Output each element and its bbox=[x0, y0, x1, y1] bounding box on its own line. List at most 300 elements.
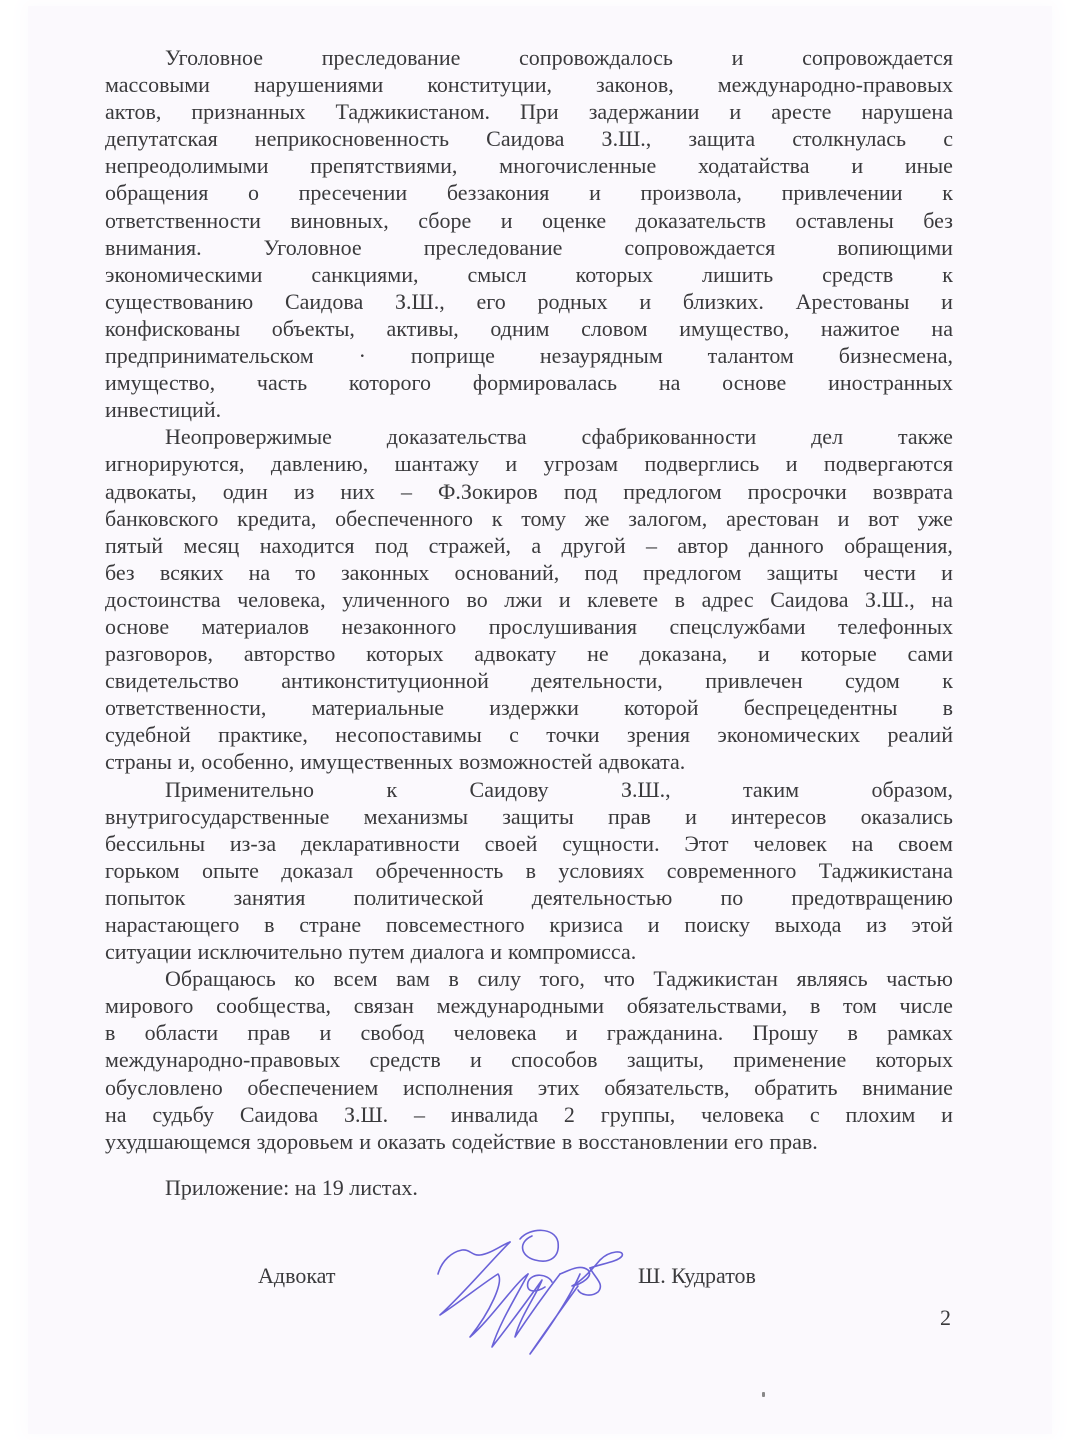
word: и bbox=[558, 586, 571, 612]
word: защиты bbox=[502, 803, 574, 829]
text-line bbox=[105, 803, 953, 830]
word: незаконного bbox=[341, 613, 457, 639]
word: современного bbox=[666, 857, 797, 883]
word: путем bbox=[348, 939, 405, 965]
word: деятельностью bbox=[531, 884, 673, 910]
word: здоровьем bbox=[256, 1128, 354, 1154]
word: доказал bbox=[281, 857, 354, 883]
word: не bbox=[587, 641, 609, 667]
word: пятый bbox=[105, 532, 164, 558]
word: восстановлении bbox=[578, 1128, 729, 1154]
text-line bbox=[105, 911, 953, 938]
word: незаурядным bbox=[539, 343, 663, 369]
word: кредита, bbox=[237, 505, 317, 531]
word: поприще bbox=[410, 343, 495, 369]
word: на bbox=[105, 1101, 127, 1127]
word: средств bbox=[822, 261, 894, 287]
word: бессильны bbox=[105, 830, 206, 856]
word: из bbox=[866, 912, 887, 937]
word: содействие bbox=[451, 1128, 556, 1154]
word: в bbox=[448, 966, 459, 992]
word: З.Ш., bbox=[394, 288, 445, 314]
word: и, bbox=[177, 749, 196, 775]
word: сопровождалось bbox=[519, 45, 673, 70]
word: с bbox=[809, 1101, 820, 1127]
word: сообщества, bbox=[216, 993, 332, 1019]
word: горьком bbox=[105, 857, 180, 883]
word: декларативности bbox=[300, 830, 460, 856]
word: них bbox=[340, 478, 375, 504]
word: компромисса. bbox=[508, 939, 637, 965]
word: экономическими bbox=[105, 261, 263, 287]
word: судом bbox=[845, 668, 900, 694]
word: внимания. bbox=[105, 234, 202, 260]
word: с bbox=[509, 722, 519, 748]
word: на bbox=[931, 315, 953, 341]
word: сущности. bbox=[562, 830, 660, 856]
text-line bbox=[105, 613, 953, 640]
word: ходатайства bbox=[697, 153, 810, 179]
word: сопровождается bbox=[624, 234, 776, 260]
word: возврата bbox=[872, 478, 953, 504]
word: ответственности bbox=[105, 207, 261, 233]
word: оценке bbox=[541, 207, 607, 233]
word: и bbox=[565, 1020, 578, 1046]
word: человека, bbox=[237, 586, 326, 612]
word: на bbox=[851, 830, 874, 856]
text-line bbox=[105, 857, 953, 884]
word: на bbox=[658, 370, 681, 396]
word: обращения bbox=[105, 180, 209, 206]
word: к bbox=[942, 261, 953, 287]
word: предотвращению bbox=[791, 884, 953, 910]
text-line bbox=[105, 98, 953, 125]
word: один bbox=[222, 478, 268, 504]
word: оставлены bbox=[795, 207, 894, 233]
signer-name: Ш. Кудратов bbox=[638, 1263, 756, 1288]
paragraph bbox=[105, 965, 953, 1155]
signature-stroke bbox=[492, 1274, 560, 1347]
word: Неопровержимые bbox=[165, 424, 332, 450]
word: и bbox=[490, 939, 503, 965]
word: выхода bbox=[774, 912, 842, 937]
word: уже bbox=[917, 505, 953, 531]
handwritten-signature bbox=[420, 1212, 635, 1372]
word: Уголовное bbox=[263, 234, 362, 260]
text-line bbox=[105, 44, 953, 71]
word: человек bbox=[753, 830, 827, 856]
word: давлению, bbox=[270, 451, 369, 477]
word: то bbox=[295, 559, 316, 585]
word: способов bbox=[511, 1047, 598, 1073]
word: поиску bbox=[684, 912, 751, 937]
text-line bbox=[105, 1074, 953, 1101]
word: неприкосновенность bbox=[254, 126, 450, 152]
word: также bbox=[897, 424, 953, 450]
word: к bbox=[942, 180, 953, 206]
word: механизмы bbox=[363, 803, 469, 829]
word: непреодолимыми bbox=[105, 153, 269, 179]
word: внимание bbox=[862, 1074, 953, 1100]
word: одним bbox=[490, 315, 550, 341]
word: диалога bbox=[410, 939, 485, 965]
word: Применительно bbox=[165, 776, 315, 802]
word: месяц bbox=[183, 532, 240, 558]
word: и bbox=[685, 803, 697, 829]
word: которого bbox=[348, 370, 432, 396]
word: актов, bbox=[105, 99, 162, 125]
word: · bbox=[358, 343, 366, 369]
word: применение bbox=[733, 1047, 847, 1073]
word: ответственности, bbox=[105, 695, 267, 721]
word: Таджикистана bbox=[818, 857, 953, 883]
word: словом bbox=[581, 315, 648, 341]
word: международными bbox=[436, 993, 605, 1019]
word: в bbox=[674, 586, 685, 612]
text-line bbox=[105, 1019, 953, 1046]
text-line bbox=[105, 532, 953, 559]
word: Прошу bbox=[752, 1020, 819, 1046]
word: и bbox=[941, 559, 953, 585]
word: препятствиями, bbox=[310, 153, 458, 179]
word: имущество, bbox=[105, 370, 216, 396]
word: судьбу bbox=[152, 1101, 215, 1127]
word: и bbox=[500, 207, 513, 233]
text-line bbox=[105, 450, 953, 477]
text-line bbox=[105, 1128, 953, 1155]
word: особенно, bbox=[201, 749, 295, 775]
word: обреченность bbox=[375, 857, 504, 883]
word: виновных, bbox=[290, 207, 389, 233]
document-body bbox=[105, 44, 953, 1155]
text-line bbox=[105, 694, 953, 721]
word: в bbox=[942, 695, 953, 721]
word: гражданина. bbox=[606, 1020, 724, 1046]
word: исполнения bbox=[402, 1074, 514, 1100]
word: внутригосударственные bbox=[105, 803, 330, 829]
signature-stroke bbox=[520, 1230, 558, 1261]
word: – bbox=[400, 478, 412, 504]
word: инвалида bbox=[450, 1101, 539, 1127]
word: стражей, bbox=[428, 532, 511, 558]
word: на bbox=[248, 559, 271, 585]
word: прослушивания bbox=[488, 613, 638, 639]
word: того, bbox=[539, 966, 585, 992]
word: доказательств bbox=[635, 207, 766, 233]
word: При bbox=[520, 99, 559, 125]
word: которой bbox=[624, 695, 699, 721]
word: к bbox=[491, 505, 503, 531]
text-line bbox=[105, 288, 953, 315]
word: Ф.Зокиров bbox=[438, 478, 538, 504]
word: и bbox=[758, 641, 770, 667]
word: Таджикистан bbox=[653, 966, 778, 992]
word: и bbox=[505, 451, 518, 477]
word: массовыми bbox=[105, 72, 210, 98]
word: рамках bbox=[887, 1020, 953, 1046]
word: столкнулась bbox=[792, 126, 907, 152]
word: обеспеченного bbox=[335, 505, 473, 531]
word: антиконституционной bbox=[281, 668, 489, 694]
word: привлечен bbox=[705, 668, 803, 694]
word: а bbox=[531, 532, 542, 558]
word: из bbox=[293, 478, 315, 504]
word: в bbox=[264, 912, 275, 937]
word: и bbox=[639, 288, 652, 314]
word: материалов bbox=[201, 613, 309, 639]
word: возможностей bbox=[458, 749, 593, 775]
word: – bbox=[646, 532, 658, 558]
word: с bbox=[943, 126, 953, 152]
text-line bbox=[105, 1101, 953, 1128]
word: международно-правовых bbox=[105, 1047, 341, 1073]
word: зрения bbox=[626, 722, 691, 748]
word: депутатская bbox=[105, 126, 218, 152]
word: к bbox=[942, 668, 953, 694]
word: Этот bbox=[684, 830, 729, 856]
paragraph bbox=[105, 423, 953, 775]
word: ко bbox=[294, 966, 315, 992]
word: том bbox=[843, 993, 877, 1019]
word: З.Ш. bbox=[343, 1101, 389, 1127]
text-line bbox=[105, 965, 953, 992]
word: адрес bbox=[701, 586, 754, 612]
word: иные bbox=[904, 153, 953, 179]
word: нарастающего bbox=[105, 912, 240, 937]
word: которых bbox=[875, 1047, 953, 1073]
text-line bbox=[105, 261, 953, 288]
word: бизнесмена, bbox=[838, 343, 953, 369]
word: адвокату bbox=[474, 641, 557, 667]
text-line bbox=[105, 748, 953, 775]
text-line bbox=[105, 559, 953, 586]
word: в bbox=[809, 993, 821, 1019]
word: предлогом bbox=[623, 478, 722, 504]
word: лишить bbox=[701, 261, 774, 287]
word: Саидову bbox=[469, 776, 549, 802]
word: числе bbox=[899, 993, 953, 1019]
word: лжи bbox=[504, 586, 543, 612]
word: достоинства bbox=[105, 586, 221, 612]
word: и bbox=[647, 912, 660, 937]
word: адвокаты, bbox=[105, 478, 197, 504]
word: защита bbox=[688, 126, 756, 152]
word: подвергаются bbox=[823, 451, 953, 477]
word: имущество, bbox=[679, 315, 790, 341]
word: реалий bbox=[887, 722, 953, 748]
word: во bbox=[466, 586, 488, 612]
word: которые bbox=[800, 641, 877, 667]
signer-role: Адвокат bbox=[258, 1263, 336, 1288]
word: ситуации bbox=[105, 939, 192, 965]
word: беззакония bbox=[446, 180, 550, 206]
word: иностранных bbox=[828, 370, 953, 396]
word: и bbox=[851, 153, 864, 179]
text-line bbox=[105, 776, 953, 803]
word: сопровождается bbox=[802, 45, 953, 70]
text-line bbox=[105, 830, 953, 857]
word: что bbox=[603, 966, 635, 992]
word: вот bbox=[868, 505, 899, 531]
word: в bbox=[847, 1020, 858, 1046]
word: нарушена bbox=[861, 99, 953, 125]
word: стране bbox=[299, 912, 362, 937]
word: основе bbox=[105, 613, 170, 639]
word: свобод bbox=[360, 1020, 425, 1046]
word: предлогом bbox=[643, 559, 742, 585]
text-line bbox=[105, 586, 953, 613]
word: интересов bbox=[731, 803, 827, 829]
word: всяких bbox=[159, 559, 224, 585]
word: аресте bbox=[771, 99, 832, 125]
word: обращения, bbox=[844, 532, 953, 558]
word: издержки bbox=[489, 695, 579, 721]
word: ухудшающемся bbox=[105, 1128, 251, 1154]
word: спецслужбами bbox=[669, 613, 806, 639]
word: без bbox=[105, 559, 135, 585]
word: нажитое bbox=[820, 315, 900, 341]
word: несопоставимы bbox=[335, 722, 482, 748]
word: сфабрикованности bbox=[581, 424, 757, 450]
word: в bbox=[525, 857, 536, 883]
word: и bbox=[785, 451, 798, 477]
word: шантажу bbox=[394, 451, 479, 477]
word: из-за bbox=[229, 830, 277, 856]
signature-stroke bbox=[438, 1242, 510, 1274]
text-line bbox=[105, 125, 953, 152]
word: родных bbox=[537, 288, 608, 314]
word: и bbox=[729, 99, 742, 125]
word: сами bbox=[907, 641, 953, 667]
text-line bbox=[105, 721, 953, 748]
word: преследование bbox=[423, 234, 563, 260]
word: всем bbox=[333, 966, 378, 992]
word: его bbox=[734, 1128, 764, 1154]
word: человека bbox=[701, 1101, 785, 1127]
word: смысл bbox=[467, 261, 527, 287]
word: и bbox=[941, 288, 953, 314]
word: инвестиций. bbox=[105, 397, 222, 423]
word: в bbox=[561, 1128, 573, 1154]
word: часть bbox=[256, 370, 308, 396]
word: исключительно bbox=[197, 939, 343, 965]
word: плохим bbox=[845, 1101, 916, 1127]
text-line bbox=[105, 396, 953, 423]
word: и bbox=[319, 1020, 332, 1046]
word: в bbox=[105, 1020, 116, 1046]
word: многочисленные bbox=[499, 153, 657, 179]
word: и bbox=[731, 45, 744, 70]
word: защиты bbox=[766, 559, 839, 585]
word: игнорируются, bbox=[105, 451, 245, 477]
word: чести bbox=[863, 559, 916, 585]
word: этих bbox=[537, 1074, 580, 1100]
word: занятия bbox=[233, 884, 306, 910]
word: связан bbox=[353, 993, 414, 1019]
word: мирового bbox=[105, 993, 194, 1019]
word: предпринимательском bbox=[105, 343, 314, 369]
word: З.Ш., bbox=[601, 126, 652, 152]
word: оказались bbox=[860, 803, 953, 829]
word: клевете bbox=[587, 586, 659, 612]
word: политической bbox=[353, 884, 484, 910]
scan-speck bbox=[762, 1392, 765, 1397]
word: формировалась bbox=[472, 370, 618, 396]
text-line bbox=[105, 179, 953, 206]
word: подверглись bbox=[644, 451, 760, 477]
text-line bbox=[105, 667, 953, 694]
word: являясь bbox=[796, 966, 868, 992]
word: силу bbox=[477, 966, 521, 992]
word: угрозам bbox=[543, 451, 619, 477]
word: находится bbox=[259, 532, 355, 558]
appendix-note: Приложение: на 19 листах. bbox=[165, 1175, 418, 1200]
word: практике, bbox=[218, 722, 308, 748]
word: задержании bbox=[588, 99, 700, 125]
text-line bbox=[105, 640, 953, 667]
word: законов, bbox=[596, 72, 674, 98]
word: признанных bbox=[191, 99, 306, 125]
word: которых bbox=[366, 641, 444, 667]
word: сборе bbox=[418, 207, 472, 233]
word: своей bbox=[484, 830, 538, 856]
word: на bbox=[931, 586, 953, 612]
word: его bbox=[476, 288, 506, 314]
word: обязательств, bbox=[604, 1074, 730, 1100]
word: частью bbox=[886, 966, 953, 992]
word: существованию bbox=[105, 288, 254, 314]
word: доказана, bbox=[639, 641, 728, 667]
word: о bbox=[248, 180, 259, 206]
word: адвоката. bbox=[598, 749, 686, 775]
word: Саидова bbox=[770, 586, 849, 612]
word: под bbox=[584, 559, 618, 585]
word: таким bbox=[743, 776, 800, 802]
text-line bbox=[105, 342, 953, 369]
word: объекты, bbox=[271, 315, 355, 341]
word: защиты, bbox=[626, 1047, 704, 1073]
word: талантом bbox=[707, 343, 794, 369]
word: конституции, bbox=[427, 72, 552, 98]
word: экономических bbox=[717, 722, 861, 748]
word: и bbox=[837, 505, 850, 531]
word: материальные bbox=[311, 695, 445, 721]
word: беспрецедентны bbox=[743, 695, 898, 721]
word: средств bbox=[369, 1047, 441, 1073]
word: группы, bbox=[600, 1101, 676, 1127]
word: телефонных bbox=[838, 613, 953, 639]
word: и bbox=[941, 1101, 953, 1127]
word: нарушениями bbox=[253, 72, 384, 98]
word: арестован bbox=[726, 505, 819, 531]
word: вам bbox=[396, 966, 430, 992]
text-line bbox=[105, 207, 953, 234]
word: Саидова bbox=[284, 288, 364, 314]
word: просрочки bbox=[747, 478, 847, 504]
text-line bbox=[105, 938, 953, 965]
word: 2 bbox=[563, 1101, 575, 1127]
word: залогом, bbox=[628, 505, 708, 531]
word: санкциями, bbox=[311, 261, 419, 287]
word: образом, bbox=[871, 776, 953, 802]
word: данного bbox=[748, 532, 824, 558]
word: Саидова bbox=[239, 1101, 319, 1127]
word: автор bbox=[677, 532, 729, 558]
word: З.Ш., bbox=[620, 776, 671, 802]
word: – bbox=[413, 1101, 425, 1127]
word: конфискованы bbox=[105, 315, 241, 341]
word: оснований, bbox=[454, 559, 560, 585]
